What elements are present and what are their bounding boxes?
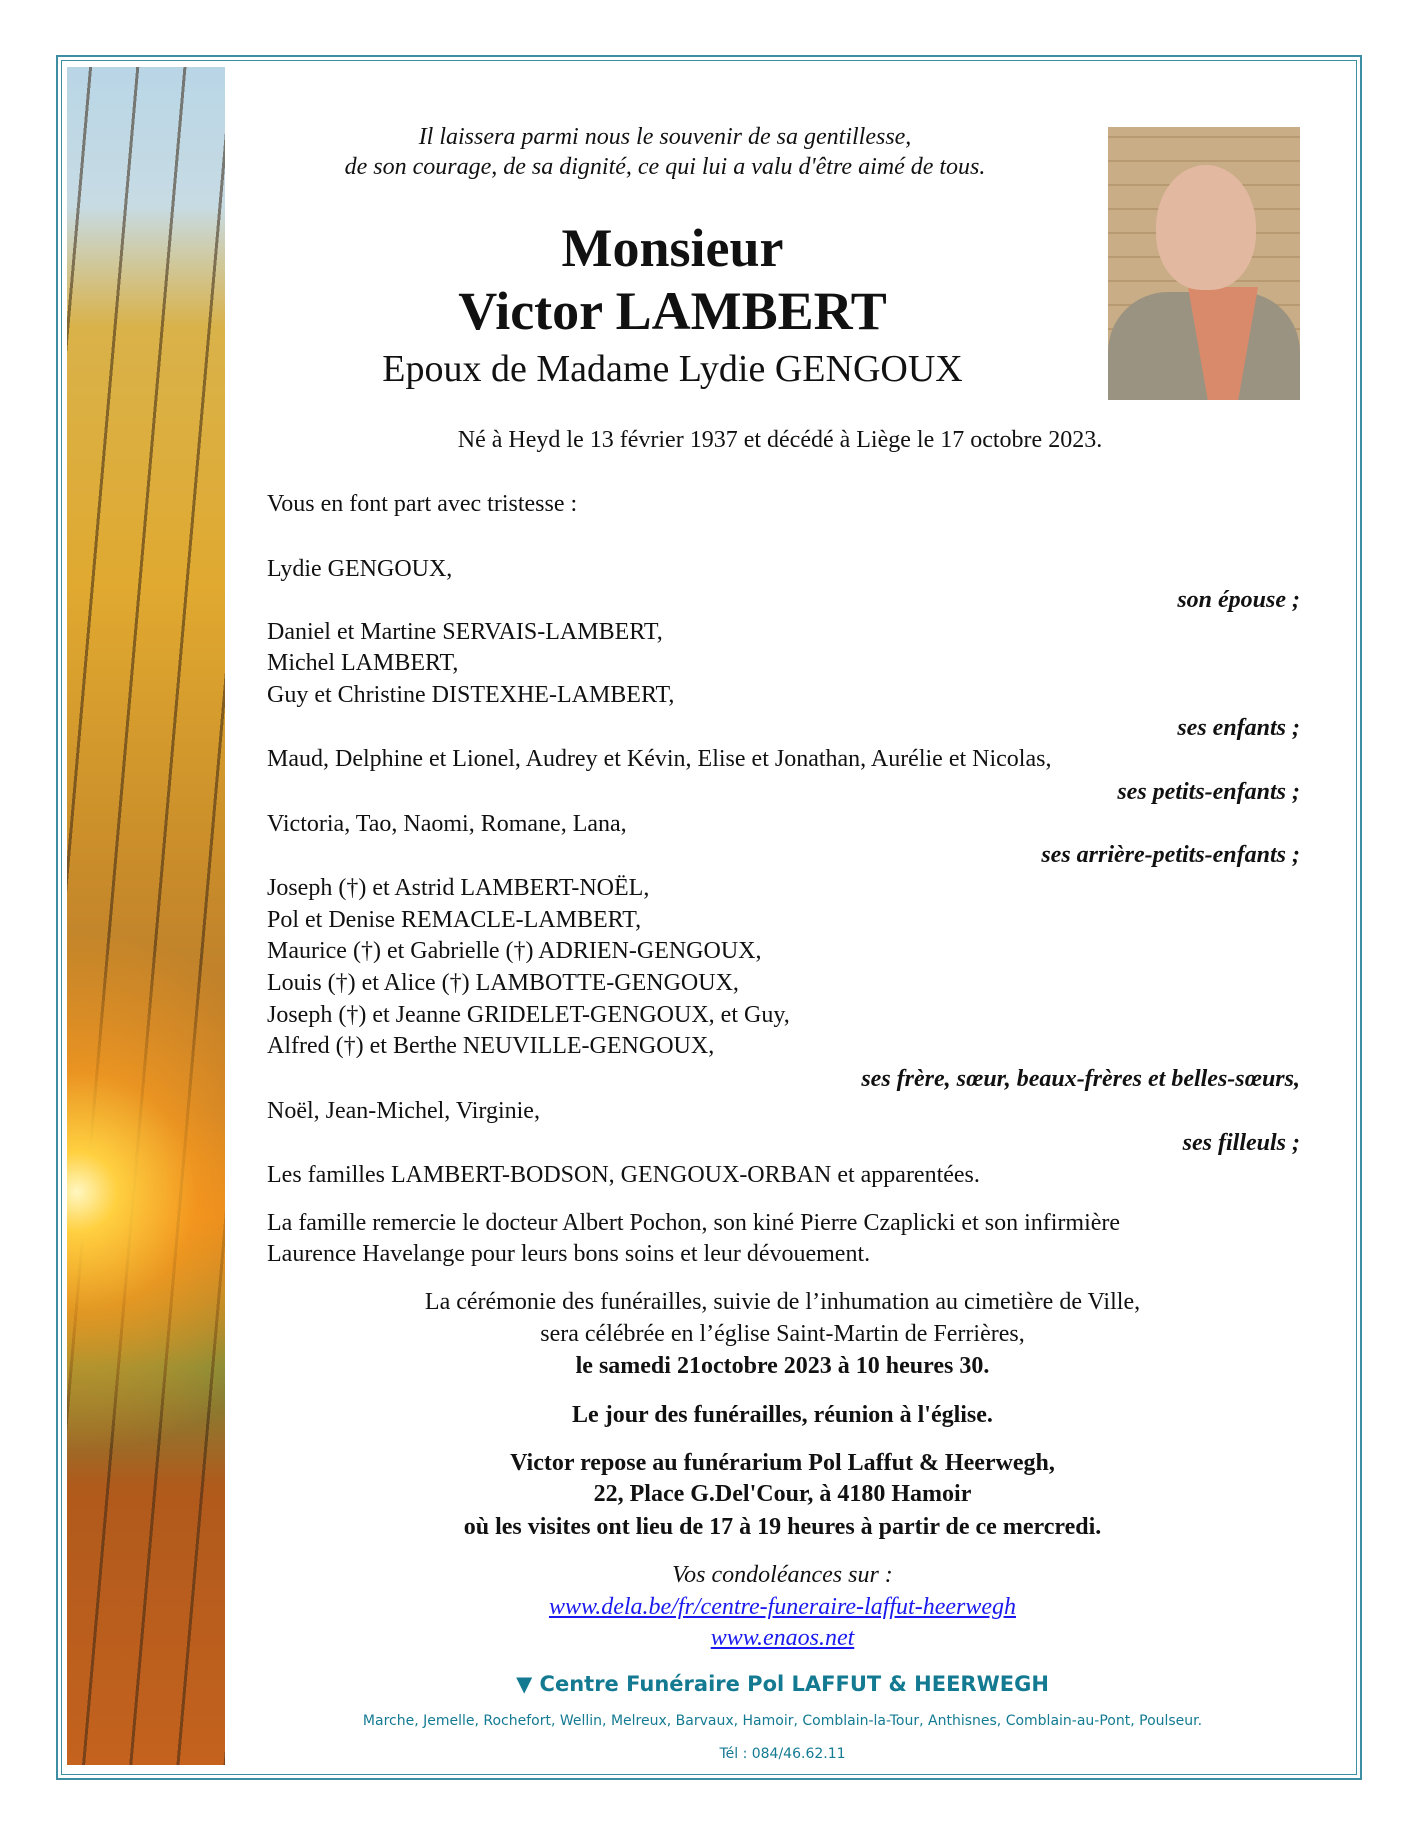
funerarium-line: Victor repose au funérarium Pol Laffut & Heerwegh, [510, 1450, 1055, 1476]
relation-label: ses arrière-petits-enfants ; [1041, 842, 1300, 868]
title: Monsieur [561, 218, 784, 278]
relation-label: ses enfants ; [1177, 715, 1300, 741]
reunion-line: Le jour des funérailles, réunion à l'église. [572, 1402, 993, 1428]
relation-label: ses petits-enfants ; [1117, 779, 1300, 805]
family-line: Lydie GENGOUX, [267, 556, 453, 582]
family-line: Louis (†) et Alice (†) LAMBOTTE-GENGOUX, [267, 970, 739, 996]
thanks-line: La famille remercie le docteur Albert Pochon, son kiné Pierre Czaplicki et son infirmière [267, 1210, 1121, 1236]
deceased-name: Victor LAMBERT [458, 281, 887, 341]
relation-label: ses frère, sœur, beaux-frères et belles-sœurs, [861, 1066, 1300, 1092]
enaos-link[interactable]: www.enaos.net [710, 1625, 855, 1651]
relation-label: son épouse ; [1177, 587, 1300, 613]
family-line: Maurice (†) et Gabrielle (†) ADRIEN-GENGOUX, [267, 938, 762, 964]
birth-death: Né à Heyd le 13 février 1937 et décédé à Liège le 17 octobre 2023. [457, 427, 1103, 453]
family-line: Noël, Jean-Michel, Virginie, [267, 1098, 540, 1124]
company-line [220, 1668, 1345, 1700]
quote-line: Il laissera parmi nous le souvenir de sa gentillesse, [418, 124, 912, 150]
family-line: Guy et Christine DISTEXHE-LAMBERT, [267, 682, 675, 708]
family-line: Alfred (†) et Berthe NEUVILLE-GENGOUX, [267, 1033, 715, 1059]
intro: Vous en font part avec tristesse : [267, 491, 578, 517]
ceremony-date: le samedi 21octobre 2023 à 10 heures 30. [575, 1353, 990, 1379]
locations: Marche, Jemelle, Rochefort, Wellin, Melreux, Barvaux, Hamoir, Comblain-la-Tour, Anthisnes, Comblain-au-Pont, Poulseur. [362, 1713, 1203, 1729]
dela-link[interactable]: www.dela.be/fr/centre-funeraire-laffut-heerwegh [548, 1594, 1016, 1620]
family-line: Maud, Delphine et Lionel, Audrey et Kévin, Elise et Jonathan, Aurélie et Nicolas, [267, 746, 1052, 772]
ceremony-line: sera célébrée en l’église Saint-Martin de Ferrières, [540, 1321, 1025, 1347]
family-line: Daniel et Martine SERVAIS-LAMBERT, [267, 619, 663, 645]
condolences-label: Vos condoléances sur : [672, 1562, 893, 1588]
family-line: Michel LAMBERT, [267, 650, 459, 676]
ceremony-line: La cérémonie des funérailles, suivie de l’inhumation au cimetière de Ville, [424, 1289, 1141, 1315]
relation-label: ses filleuls ; [1182, 1130, 1300, 1156]
funerarium-line: 22, Place G.Del'Cour, à 4180 Hamoir [593, 1481, 972, 1507]
family-line: Joseph (†) et Jeanne GRIDELET-GENGOUX, et Guy, [267, 1002, 790, 1028]
phone: Tél : 084/46.62.11 [719, 1746, 846, 1762]
family-line: Victoria, Tao, Naomi, Romane, Lana, [267, 811, 627, 837]
family-line: Pol et Denise REMACLE-LAMBERT, [267, 907, 642, 933]
family-line: Joseph (†) et Astrid LAMBERT-NOËL, [267, 875, 650, 901]
triangle-down-icon: ▼ [516, 1672, 533, 1696]
thanks-line: Laurence Havelange pour leurs bons soins et leur dévouement. [267, 1241, 871, 1267]
company-name: Centre Funéraire Pol LAFFUT & HEERWEGH [539, 1672, 1049, 1696]
spouse-line: Epoux de Madame Lydie GENGOUX [382, 348, 963, 390]
quote-line: de son courage, de sa dignité, ce qui lui a valu d'être aimé de tous. [344, 154, 986, 180]
funerarium-line: où les visites ont lieu de 17 à 19 heures à partir de ce mercredi. [463, 1514, 1102, 1540]
families-line: Les familles LAMBERT-BODSON, GENGOUX-ORBAN et apparentées. [267, 1162, 980, 1188]
